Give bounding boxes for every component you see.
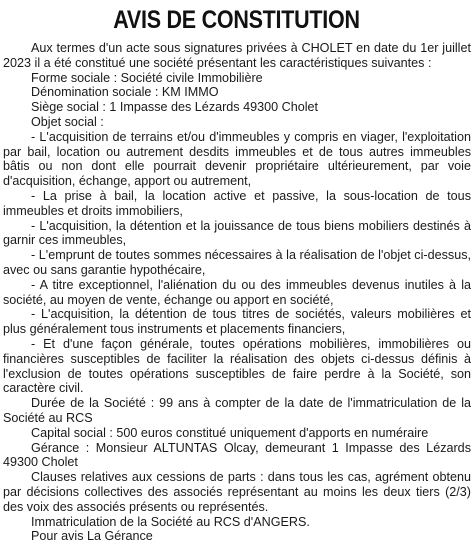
duree-paragraph: Durée de la Société : 99 ans à compter de la date de l'immatriculation de la Société au RCS [3, 396, 471, 425]
objet-item: - La prise à bail, la location active et passive, la sous-location de tous immeubles et droits immobiliers, [3, 188, 471, 218]
signature-line: Pour avis La Gérance [31, 529, 153, 544]
objet-item: - L'acquisition, la détention et la jouissance de tous biens mobiliers destinés à garnir ces immeubles, [3, 218, 471, 248]
objet-label: Objet social : [31, 114, 104, 129]
notice-body [3, 41, 471, 544]
capital-paragraph: Capital social : 500 euros constitué uniquement d'apports en numéraire [31, 425, 429, 440]
clauses-paragraph: Clauses relatives aux cessions de parts : dans tous les cas, agrément obtenu par décisions collectives des associés représentant au moins les deux tiers (2/3) des voix des associés présents ou représentés. [3, 470, 471, 514]
objet-item: - A titre exceptionnel, l'aliénation du ou des immeubles devenus inutiles à la société, au moyen de vente, échange ou apport en société, [3, 277, 471, 307]
siege-line: Siège social : 1 Impasse des Lézards 49300 Cholet [31, 100, 319, 115]
notice-title: AVIS DE CONSTITUTION [113, 6, 360, 34]
intro-paragraph: Aux termes d'un acte sous signatures privées à CHOLET en date du 1er juillet 2023 il a été constitué une société présentant les caractéristiques suivantes : [3, 41, 471, 70]
objet-item: - Et d'une façon générale, toutes opérations mobilières, immobilières ou financières susceptibles de faciliter la réalisation des objets ci-dessus définis à l'exclusion de toutes opérations susceptibles de faire perdre à la Société, son caractère civil. [3, 336, 471, 396]
objet-item: - L'acquisition, la détention de tous titres de sociétés, valeurs mobilières et plus généralement tous instruments et placements financiers, [3, 307, 471, 337]
forme-sociale-line: Forme sociale : Société civile Immobilière [31, 70, 263, 85]
objet-item: - L'emprunt de toutes sommes nécessaires à la réalisation de l'objet ci-dessus, avec ou sans garantie hypothécaire, [3, 248, 471, 277]
objet-item: - L'acquisition de terrains et/ou d'immeubles y compris en viager, l'exploitation par bail, location ou autrement desdits immeubles et de tous autres immeubles bâtis ou non dont elle pourrait devenir propriétaire ultérieurement, par voie d'acquisition, échange, apport ou autrement, [3, 129, 471, 189]
denomination-line: Dénomination sociale : KM IMMO [31, 85, 219, 100]
immatriculation-line: Immatriculation de la Société au RCS d'ANGERS. [31, 514, 310, 529]
gerance-paragraph: Gérance : Monsieur ALTUNTAS Olcay, demeurant 1 Impasse des Lézards 49300 Cholet [3, 440, 471, 470]
